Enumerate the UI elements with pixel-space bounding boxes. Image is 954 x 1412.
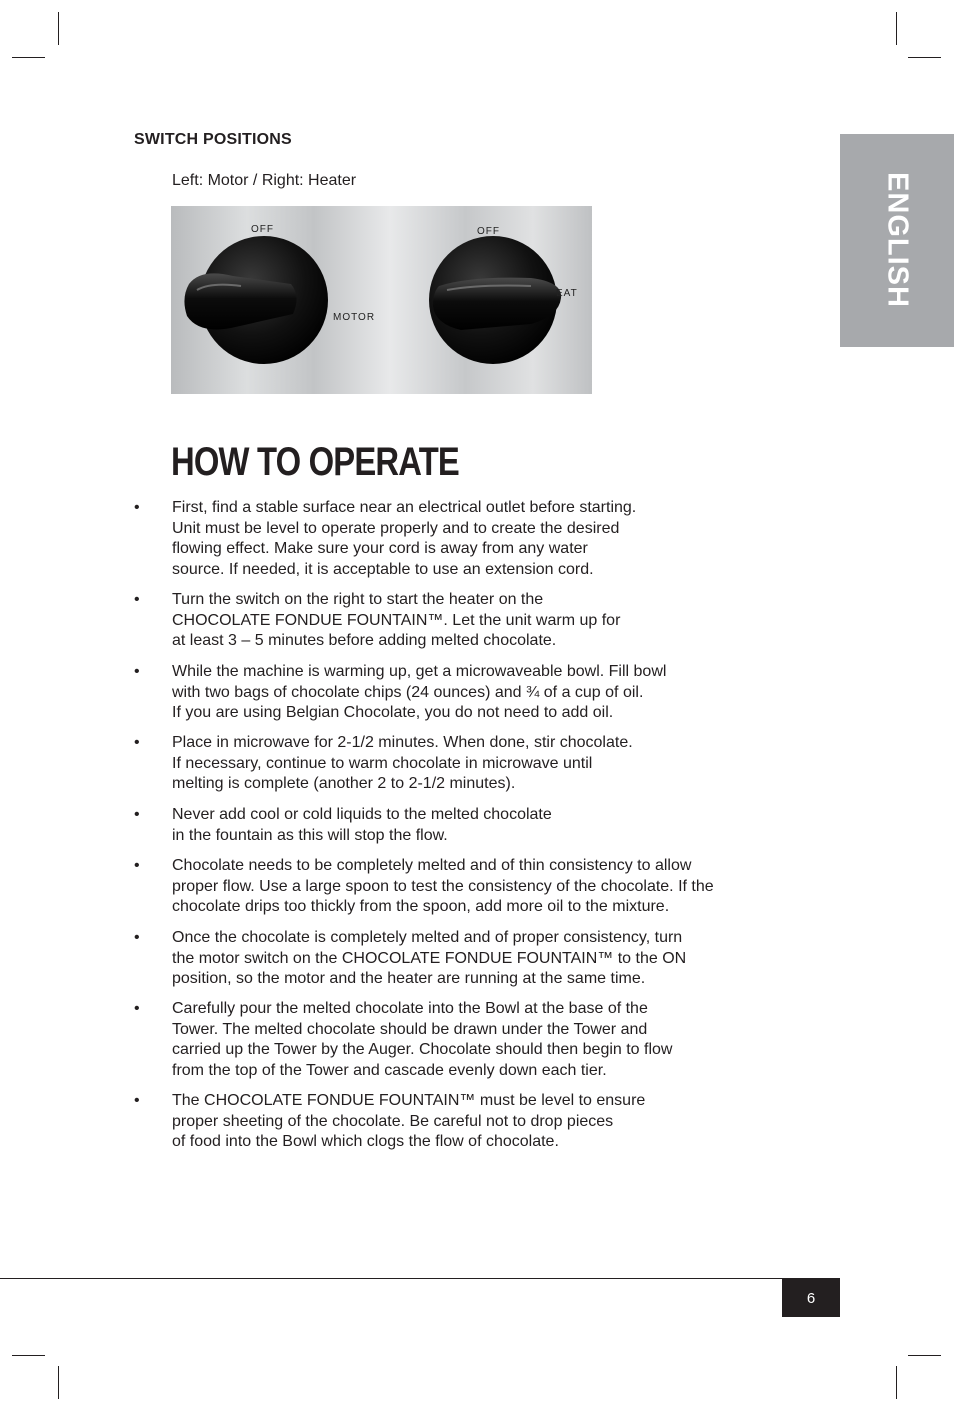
list-item-line: flowing effect. Make sure your cord is away from any water [172, 540, 588, 557]
bullet-dot: • [134, 1092, 140, 1109]
list-item-line: While the machine is warming up, get a microwaveable bowl. Fill bowl [172, 663, 667, 680]
footer-rule [0, 1278, 840, 1279]
motor-label: MOTOR [333, 312, 376, 323]
list-item-line: at least 3 – 5 minutes before adding melted chocolate. [172, 632, 557, 649]
list-item-line: source. If needed, it is acceptable to use an extension cord. [172, 560, 594, 578]
list-item-line: Place in microwave for 2-1/2 minutes. When done, stir chocolate. [172, 734, 633, 751]
page-number: 6 [782, 1279, 840, 1317]
language-tab [840, 134, 954, 347]
switch-positions-caption: Left: Motor / Right: Heater [172, 172, 357, 189]
bullet-dot: • [134, 663, 140, 680]
list-item-line: of food into the Bowl which clogs the flow of chocolate. [172, 1133, 559, 1150]
heater-knob [429, 236, 561, 364]
list-item-text [172, 590, 792, 652]
bullet-dot: • [134, 929, 140, 946]
bullet-dot: • [134, 591, 140, 608]
list-item-line: melting is complete (another 2 to 2-1/2 minutes). [172, 775, 516, 792]
list-item-line: Carefully pour the melted chocolate into the Bowl at the base of the [172, 1000, 648, 1017]
crop-mark [58, 1366, 59, 1399]
list-item-line: First, find a stable surface near an electrical outlet before starting. [172, 499, 637, 516]
list-item-line: the motor switch on the CHOCOLATE FONDUE FOUNTAIN™ to the ON [172, 949, 687, 967]
list-item-line: with two bags of chocolate chips (24 ounces) and ¾ of a cup of oil. [172, 683, 644, 701]
crop-mark [12, 57, 45, 58]
list-item-line: Never add cool or cold liquids to the melted chocolate [172, 806, 552, 823]
list-item-line: carried up the Tower by the Auger. Chocolate should then begin to flow [172, 1041, 673, 1058]
list-item-line: Chocolate needs to be completely melted and of thin consistency to allow [172, 857, 692, 874]
list-item-line: in the fountain as this will stop the flow. [172, 826, 448, 844]
list-item-line: CHOCOLATE FONDUE FOUNTAIN™. Let the unit warm up for [172, 611, 621, 629]
crop-mark [896, 1366, 897, 1399]
switch-knobs-photo [171, 206, 592, 394]
heat-label: EAT [556, 288, 578, 299]
list-item-line: proper flow. Use a large spoon to test the consistency of the chocolate. If the [172, 877, 714, 895]
list-item-line: If necessary, continue to warm chocolate in microwave until [172, 754, 593, 772]
switch-positions-heading: SWITCH POSITIONS [134, 131, 292, 148]
list-item-text [172, 662, 792, 724]
bullet-dot: • [134, 806, 140, 823]
crop-mark [12, 1355, 45, 1356]
list-item-line: from the top of the Tower and cascade evenly down each tier. [172, 1061, 607, 1079]
list-item-line: The CHOCOLATE FONDUE FOUNTAIN™ must be level to ensure [172, 1092, 646, 1109]
how-to-operate-title: HOW TO OPERATE [171, 440, 459, 484]
crop-mark [908, 57, 941, 58]
list-item-text [172, 999, 792, 1081]
crop-mark [896, 12, 897, 45]
motor-knob [184, 236, 328, 364]
bullet-dot: • [134, 734, 140, 751]
crop-mark [58, 12, 59, 45]
list-item-text [172, 498, 792, 580]
language-tab-label: ENGLISH [881, 172, 914, 308]
list-item-line: Unit must be level to operate properly and to create the desired [172, 519, 620, 537]
list-item-text [172, 928, 792, 990]
list-item-text [172, 1091, 792, 1153]
bullet-dot: • [134, 1000, 140, 1017]
list-item-text [172, 733, 792, 795]
left-off-label: OFF [251, 224, 274, 235]
list-item-line: If you are using Belgian Chocolate, you do not need to add oil. [172, 704, 614, 721]
bullet-dot: • [134, 857, 140, 874]
list-item-text [172, 856, 792, 918]
knobs-illustration [171, 206, 592, 394]
list-item-text [172, 805, 792, 846]
list-item-line: Turn the switch on the right to start the heater on the [172, 591, 544, 608]
list-item-line: Once the chocolate is completely melted and of proper consistency, turn [172, 929, 683, 946]
list-item-line: position, so the motor and the heater are running at the same time. [172, 970, 646, 987]
crop-mark [908, 1355, 941, 1356]
list-item-line: proper sheeting of the chocolate. Be careful not to drop pieces [172, 1112, 614, 1130]
bullet-dot: • [134, 499, 140, 516]
list-item-line: chocolate drips too thickly from the spoon, add more oil to the mixture. [172, 898, 670, 915]
right-off-label: OFF [477, 226, 500, 237]
list-item-line: Tower. The melted chocolate should be drawn under the Tower and [172, 1020, 648, 1038]
